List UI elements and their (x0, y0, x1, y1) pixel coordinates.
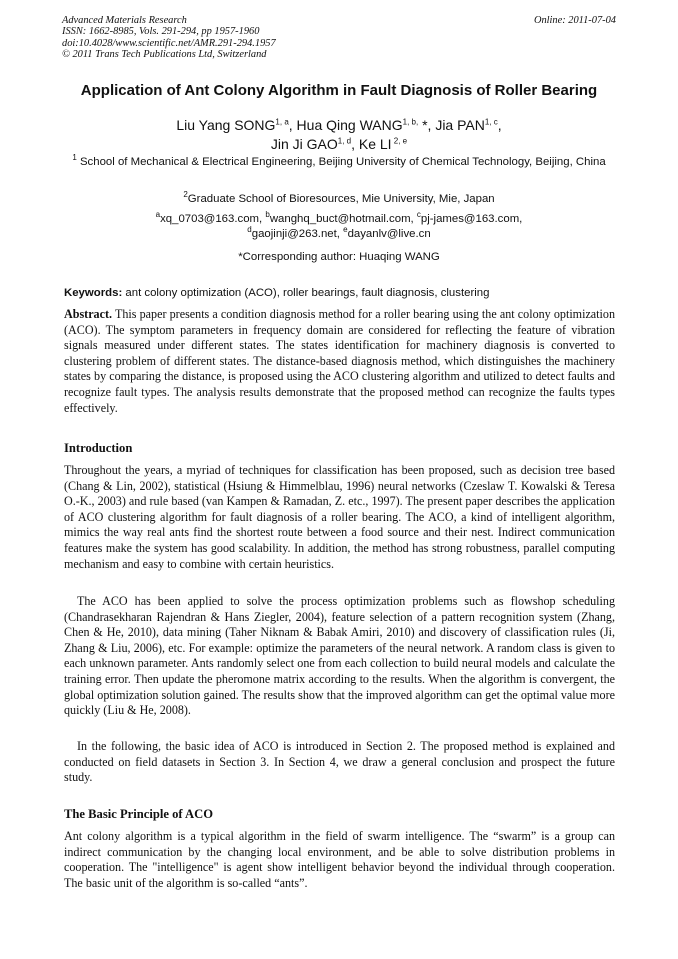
email-superscript: d (247, 225, 252, 235)
paper-title: Application of Ant Colony Algorithm in Fault Diagnosis of Roller Bearing (80, 82, 598, 99)
author-name: , Hua Qing WANG (288, 117, 403, 133)
author-superscript: 2, e (391, 136, 408, 146)
section-heading-basic-principle: The Basic Principle of ACO (64, 807, 214, 821)
affiliation-text: Graduate School of Bioresources, Mie University, Mie, Japan (187, 193, 495, 205)
email-superscript: a (155, 210, 161, 220)
author-name: Liu Yang SONG (176, 117, 276, 133)
paragraph: In the following, the basic idea of ACO is introduced in Section 2. The proposed method is explained and conducted on field datasets in Section 3. In Section 4, we draw a general conclusion and prospect the future study. (64, 739, 615, 785)
online-date: Online: 2011-07-04 (533, 15, 616, 26)
affiliation-superscript: 1 (72, 153, 77, 163)
author-line-2 (80, 135, 598, 154)
author-emails (70, 212, 608, 242)
affiliation-1 (70, 154, 608, 170)
journal-issn: ISSN: 1662-8985, Vols. 291-294, pp 1957-1960 (62, 26, 260, 38)
keywords-text: ant colony optimization (ACO), roller bearings, fault diagnosis, clustering (122, 287, 490, 299)
author-superscript: 1, a (275, 117, 289, 127)
journal-doi: doi:10.4028/www.scientific.net/AMR.291-294.1957 (62, 37, 276, 49)
email-address: dayanlv@live.cn (347, 228, 431, 240)
affiliation-text: School of Mechanical & Electrical Engineering, Beijing University of Chemical Technology, Beijing, China (76, 156, 606, 168)
affiliation-2 (70, 191, 608, 207)
abstract (64, 307, 615, 416)
email-line-2 (70, 227, 608, 242)
email-address: pj-james@163.com, (420, 213, 523, 225)
abstract-label: Abstract. (64, 307, 113, 321)
email-line-1 (70, 212, 608, 227)
author-superscript: 1, c (484, 117, 498, 127)
email-address: xq_0703@163.com, (160, 213, 266, 225)
author-separator: , (497, 117, 502, 133)
author-name: , Ke LI (351, 136, 392, 152)
journal-header (62, 15, 616, 61)
email-address: wanghq_buct@hotmail.com, (269, 213, 417, 225)
author-list (80, 116, 598, 154)
paragraph: The ACO has been applied to solve the process optimization problems such as flowshop scheduling (Chandrasekharan Rajendran & Hans Ziegler, 2004), feature selection of a pattern recognition system (Zhang, Chen & He, 2010), data mining (Taher Niknam & Babak Amiri, 2010) and discovery of classification rules (Ji, Zhang & Liu, 2006), etc. For example: optimize the parameters of the neural network. A random class is given to each unknown parameter. Ants randomly select one from each collection to build neural models and calculate the training error. Then update the pheromone matrix according to the results. When the algorithm is convergent, the global optimization solution gained. The results show that the improved algorithm can get the optimal value more quickly (Liu & He, 2008). (64, 594, 615, 718)
paragraph: Ant colony algorithm is a typical algorithm in the field of swarm intelligence. The “swarm” is a group can indirect communication by the changing local environment, and be able to solve distribution problems in cooperation. The "intelligence" is agent show intelligent behavior beyond the individual through cooperation. The basic unit of the algorithm is so-called “ants”. (64, 829, 615, 890)
journal-name: Advanced Materials Research (62, 15, 187, 26)
affiliation-superscript: 2 (183, 190, 188, 200)
email-address: gaojinji@263.net, (251, 228, 344, 240)
author-line-1 (80, 116, 598, 135)
author-name: Jin Ji GAO (270, 136, 338, 152)
email-superscript: b (265, 210, 270, 220)
author-superscript: 1, d (337, 136, 352, 146)
journal-copyright: © 2011 Trans Tech Publications Ltd, Switzerland (62, 49, 267, 61)
section-heading-introduction: Introduction (64, 441, 133, 455)
keywords-label: Keywords: (64, 287, 123, 299)
abstract-text: This paper presents a condition diagnosis method for a roller bearing using the ant colony optimization (ACO). The symptom parameters in frequency domain are considered for reflecting the feature of vibration signals measured under different states. The states identification for machinery diagnosis is converted to clustering problem of different states. The distance-based diagnosis method, which distinguishes the machinery states by comparing the distance, is proposed using the ACO clustering algorithm and utilized to detect faults and recognize fault types. The analysis results demonstrate that the proposed method can recognize the faults types effectively. (64, 307, 615, 415)
email-superscript: c (416, 210, 421, 220)
author-superscript: 1, b, (402, 117, 419, 127)
email-superscript: e (343, 225, 348, 235)
keywords (64, 285, 616, 301)
author-name: *, Jia PAN (418, 117, 485, 133)
paragraph: Throughout the years, a myriad of techniques for classification has been proposed, such as decision tree based (Chang & Lin, 2002), statistical (Hsiung & Himmelblau, 1996) neural networks (Czeslaw T. Kowalski & Teresa O.-K., 2003) and rule based (van Kampen & Ramadan, Z. etc., 1997). The present paper describes the application of ACO clustering algorithm for fault diagnosis of a roller bearing. The ACO, a kind of intelligent algorithm, mimics the way real ants find the shortest route between a food source and their nest. Indirect communication features make the system has good scalability. In addition, the method has strong robustness, parallel computing mechanism and easy to combine with certain heuristics. (64, 463, 615, 571)
corresponding-author: *Corresponding author: Huaqing WANG (238, 251, 440, 263)
